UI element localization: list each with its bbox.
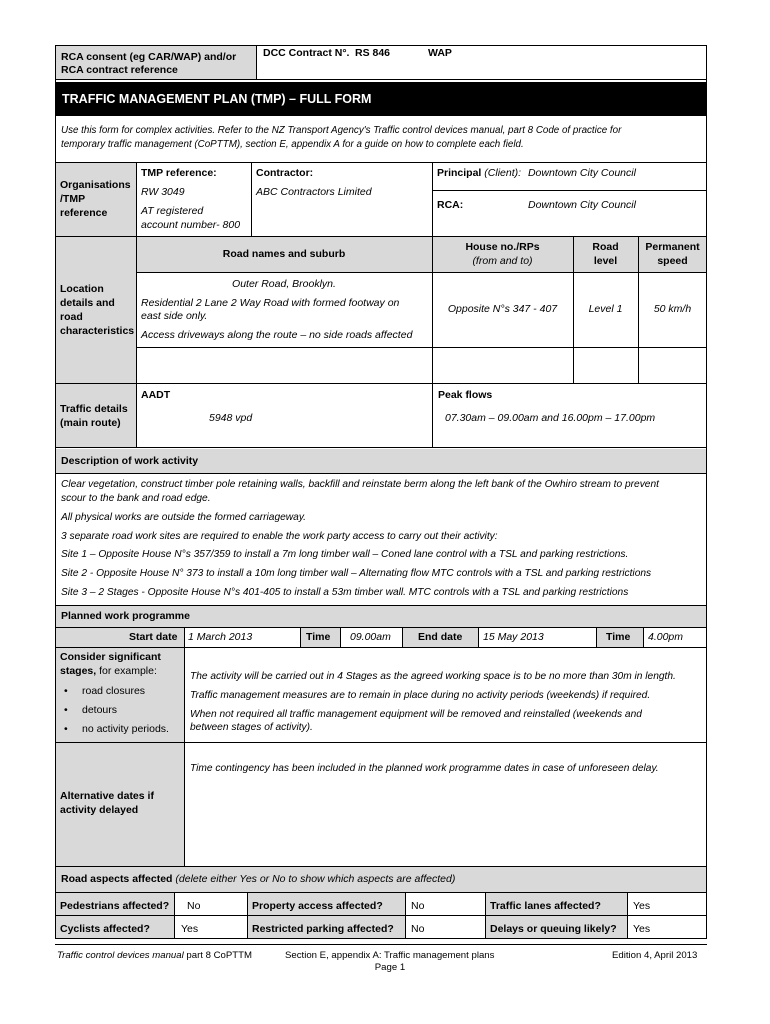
principal-label-group [437, 167, 636, 180]
footer-section: Section E, appendix A: Traffic management plans [285, 950, 495, 961]
description-line-6: Site 2 - Opposite House N° 373 to install a 10m long timber wall – Alternating flow MTC controls with a TSL and parking restrictions [61, 568, 652, 579]
permanent-speed-header-1: Permanent [645, 241, 700, 253]
intro-line-1: Use this form for complex activities. Refer to the NZ Transport Agency's Traffic control devices manual, part 8 Code of practice for [61, 125, 622, 136]
road-line-1: Outer Road, Brooklyn. [232, 278, 336, 290]
bullet-detours: • detours [60, 701, 169, 720]
location-label-2: details and [60, 297, 115, 309]
footer-page-number: Page 1 [374, 962, 406, 973]
location-label-1: Location [60, 283, 104, 295]
at-registered-line-1: AT registered [141, 205, 204, 217]
cyclists-label: Cyclists affected? [60, 923, 150, 935]
pedestrians-value: No [187, 900, 201, 912]
end-time-value: 4.00pm [648, 631, 684, 643]
end-date-label: End date [418, 631, 463, 643]
property-label: Property access affected? [252, 900, 383, 912]
property-value: No [411, 900, 425, 912]
permanent-speed-header-2: speed [657, 255, 688, 267]
tmp-reference-label: TMP reference: [141, 167, 217, 179]
end-time-label: Time [606, 631, 631, 643]
aadt-value: 5948 vpd [209, 412, 253, 424]
stages-line-3: When not required all traffic management equipment will be removed and reinstalled (weekends and [190, 709, 642, 720]
footer-edition: Edition 4, April 2013 [612, 950, 698, 961]
location-label-3: road [60, 311, 83, 323]
peak-flows-label: Peak flows [438, 389, 493, 401]
wap-label: WAP [428, 47, 452, 59]
organisations-label-2: /TMP [60, 193, 86, 205]
road-aspects-header-group [61, 873, 455, 886]
cyclists-value: Yes [181, 923, 199, 935]
stages-label-1: Consider significant [60, 651, 161, 663]
description-line-4: 3 separate road work sites are required to enable the work party access to carry out their activity: [61, 531, 498, 542]
stages-line-4: between stages of activity). [190, 722, 313, 733]
rca-label: RCA: [437, 199, 464, 211]
house-numbers-header-2: (from and to) [472, 255, 533, 267]
lanes-value: Yes [633, 900, 651, 912]
parking-value: No [411, 923, 425, 935]
principal-client-note: (Client): [484, 167, 522, 179]
start-time-label: Time [306, 631, 331, 643]
stages-bullet-list [60, 682, 169, 739]
traffic-label-2: (main route) [60, 417, 121, 429]
stages-line-1: The activity will be carried out in 4 Stages as the agreed working space is to be no more than 30m in length. [190, 671, 676, 682]
road-names-header: Road names and suburb [222, 248, 346, 260]
principal-value: Downtown City Council [527, 167, 636, 179]
start-date-label: Start date [129, 631, 178, 643]
parking-label: Restricted parking affected? [252, 923, 394, 935]
traffic-label-1: Traffic details [60, 403, 128, 415]
tmp-reference-value: RW 3049 [141, 186, 185, 198]
description-line-3: All physical works are outside the formed carriageway. [61, 512, 306, 523]
contractor-label: Contractor: [256, 167, 314, 179]
consent-label-line-1: RCA consent (eg CAR/WAP) and/or [61, 51, 237, 63]
stages-label-2: stages, [60, 665, 97, 677]
description-line-1: Clear vegetation, construct timber pole retaining walls, backfill and reinstate berm along the left bank of the Owhiro stream to prevent [61, 479, 659, 490]
aadt-label: AADT [141, 389, 171, 401]
rca-value: Downtown City Council [528, 199, 636, 211]
start-time-value: 09.00am [350, 631, 391, 643]
road-level-header-2: level [593, 255, 618, 267]
at-registered-line-2: account number- 800 [141, 219, 241, 231]
house-numbers-value: Opposite N°s 347 - 407 [447, 303, 558, 315]
stages-line-2: Traffic management measures are to remain in place during no activity periods (weekends) if required. [190, 690, 651, 701]
alternative-dates-label-1: Alternative dates if [60, 790, 154, 802]
road-aspects-header: Road aspects affected [61, 873, 173, 885]
stages-label-3: for example: [99, 665, 157, 677]
road-line-3: east side only. [141, 310, 208, 322]
location-label-4: characteristics [60, 325, 135, 337]
programme-header: Planned work programme [61, 610, 190, 622]
footer-manual: Traffic control devices manual [57, 950, 184, 961]
delays-label: Delays or queuing likely? [490, 923, 617, 935]
footer-manual-group [57, 949, 252, 962]
contract-label: DCC Contract N°. [263, 47, 350, 59]
contractor-value: ABC Contractors Limited [256, 186, 372, 198]
house-numbers-header-1: House no./RPs [465, 241, 540, 253]
start-date-value: 1 March 2013 [188, 631, 253, 643]
road-aspects-note: (delete either Yes or No to show which aspects are affected) [175, 873, 456, 885]
peak-flows-value: 07.30am – 09.00am and 16.00pm – 17.00pm [445, 412, 656, 424]
lanes-label: Traffic lanes affected? [490, 900, 601, 912]
stages-label-2-group [60, 665, 157, 678]
pedestrians-label: Pedestrians affected? [60, 900, 170, 912]
organisations-label-3: reference [60, 207, 108, 219]
alternative-dates-label-2: activity delayed [60, 804, 139, 816]
permanent-speed-value: 50 km/h [653, 303, 692, 315]
description-line-5: Site 1 – Opposite House N°s 357/359 to install a 7m long timber wall – Coned lane control with a TSL and parking restrictions. [61, 549, 629, 560]
road-line-2: Residential 2 Lane 2 Way Road with formed footway on [141, 297, 400, 309]
form-title: TRAFFIC MANAGEMENT PLAN (TMP) – FULL FORM [62, 92, 372, 106]
bullet-road-closures: • road closures [60, 682, 169, 701]
description-header: Description of work activity [61, 455, 199, 467]
end-date-value: 15 May 2013 [483, 631, 544, 643]
road-level-value: Level 1 [588, 303, 623, 315]
alternative-dates-value: Time contingency has been included in the planned work programme dates in case of unforeseen delay. [190, 763, 659, 774]
description-line-7: Site 3 – 2 Stages - Opposite House N°s 401-405 to install a 53m timber wall. MTC controls with a TSL and parking restrictions [61, 587, 629, 598]
bullet-no-activity: • no activity periods. [60, 720, 169, 739]
description-line-2: scour to the bank and road edge. [61, 493, 211, 504]
road-line-4: Access driveways along the route – no side roads affected [141, 329, 413, 341]
consent-label-line-2: RCA contract reference [61, 64, 178, 76]
delays-value: Yes [633, 923, 651, 935]
road-level-header-1: Road [592, 241, 619, 253]
intro-line-2: temporary traffic management (CoPTTM), section E, appendix A for a guide on how to complete each field. [61, 139, 524, 150]
contract-number: RS 846 [355, 47, 391, 59]
principal-label: Principal [437, 167, 482, 179]
organisations-label-1: Organisations [60, 179, 131, 191]
footer-manual-part: part 8 CoPTTM [186, 950, 252, 961]
